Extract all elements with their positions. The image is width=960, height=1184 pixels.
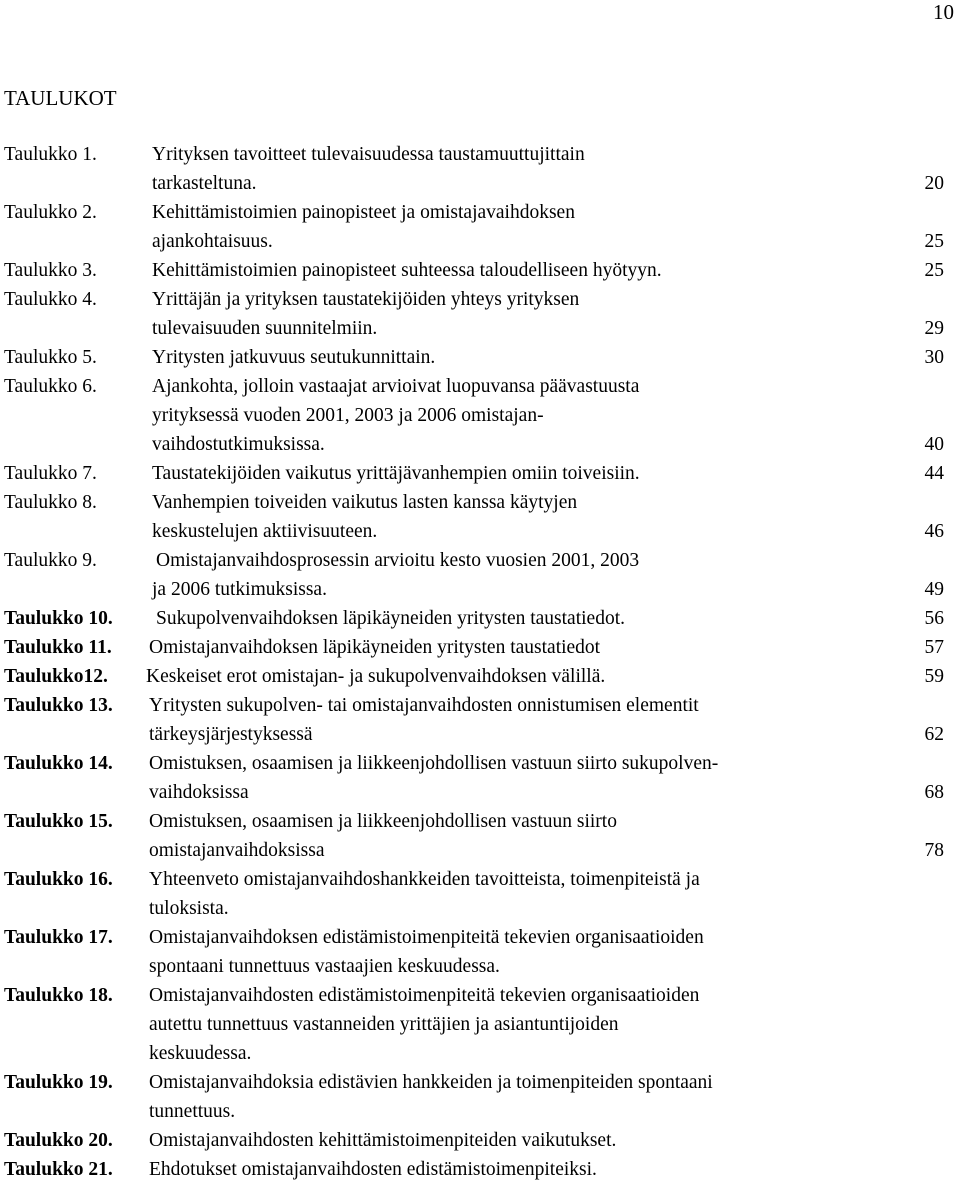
- list-item-continuation: [4, 778, 944, 807]
- table-title: Vanhempien toiveiden vaikutus lasten kanssa käytyjen: [152, 492, 578, 513]
- table-title: Taustatekijöiden vaikutus yrittäjävanhempien omiin toiveisiin.: [152, 463, 640, 484]
- page-ref: 56: [924, 608, 944, 629]
- table-title: Yhteenveto omistajanvaihdoshankkeiden tavoitteista, toimenpiteistä ja: [149, 869, 700, 890]
- list-item: [4, 140, 944, 169]
- list-item-continuation: [4, 314, 944, 343]
- list-item: [4, 343, 944, 372]
- table-label: Taulukko 15.: [4, 811, 113, 832]
- list-item: [4, 1068, 944, 1097]
- list-item-continuation: [4, 894, 944, 923]
- page-ref: 29: [924, 318, 944, 339]
- table-label: Taulukko12.: [4, 666, 108, 687]
- list-item-continuation: [4, 952, 944, 981]
- table-title: Omistajanvaihdosten edistämistoimenpiteitä tekevien organisaatioiden: [149, 985, 700, 1006]
- table-title: Yrityksen tavoitteet tulevaisuudessa taustamuuttujittain: [152, 144, 585, 165]
- list-item: [4, 488, 944, 517]
- table-label: Taulukko 16.: [4, 869, 113, 890]
- table-title: keskuudessa.: [149, 1043, 252, 1064]
- table-label: Taulukko 10.: [4, 608, 113, 629]
- table-label: Taulukko 5.: [4, 347, 97, 368]
- table-title: yrityksessä vuoden 2001, 2003 ja 2006 omistajan-: [152, 405, 544, 426]
- table-title: ajankohtaisuus.: [152, 231, 273, 252]
- table-title: keskustelujen aktiivisuuteen.: [152, 521, 378, 542]
- page-ref: 78: [924, 840, 944, 861]
- table-title: tuloksista.: [149, 898, 229, 919]
- list-item-continuation: [4, 720, 944, 749]
- list-item: [4, 865, 944, 894]
- page-title: TAULUKOT: [4, 86, 117, 110]
- table-title: Omistajanvaihdosprosessin arvioitu kesto vuosien 2001, 2003: [156, 550, 640, 571]
- table-title: vaihdostutkimuksissa.: [152, 434, 325, 455]
- page-ref: 46: [924, 521, 944, 542]
- list-item: [4, 546, 944, 575]
- table-title: Ehdotukset omistajanvaihdosten edistämistoimenpiteiksi.: [149, 1159, 597, 1180]
- list-item: [4, 459, 944, 488]
- list-item: [4, 198, 944, 227]
- page-ref: 40: [924, 434, 944, 455]
- table-title: Omistajanvaihdoksen läpikäyneiden yritysten taustatiedot: [149, 637, 601, 658]
- list-item: [4, 981, 944, 1010]
- page-ref: 59: [924, 666, 944, 687]
- table-title: spontaani tunnettuus vastaajien keskuudessa.: [149, 956, 500, 977]
- table-title: autettu tunnettuus vastanneiden yrittäjien ja asiantuntijoiden: [149, 1014, 619, 1035]
- table-label: Taulukko 7.: [4, 463, 97, 484]
- table-title: Sukupolvenvaihdoksen läpikäyneiden yritysten taustatiedot.: [156, 608, 625, 629]
- list-item-continuation: [4, 1097, 944, 1126]
- table-label: Taulukko 19.: [4, 1072, 113, 1093]
- list-item-continuation: [4, 517, 944, 546]
- table-title: tärkeysjärjestyksessä: [149, 724, 313, 745]
- table-title: Omistajanvaihdoksia edistävien hankkeiden ja toimenpiteiden spontaani: [149, 1072, 713, 1093]
- table-title: Omistuksen, osaamisen ja liikkeenjohdollisen vastuun siirto sukupolven-: [149, 753, 719, 774]
- table-title: Keskeiset erot omistajan- ja sukupolvenvaihdoksen välillä.: [146, 666, 606, 687]
- table-label: Taulukko 20.: [4, 1130, 113, 1151]
- list-item-continuation: [4, 836, 944, 865]
- list-item-continuation: [4, 575, 944, 604]
- table-label: Taulukko 13.: [4, 695, 113, 716]
- table-label: Taulukko 8.: [4, 492, 97, 513]
- list-item-continuation: [4, 227, 944, 256]
- list-item-continuation: [4, 169, 944, 198]
- list-item: [4, 633, 944, 662]
- table-label: Taulukko 18.: [4, 985, 113, 1006]
- list-item: [4, 923, 944, 952]
- page-ref: 30: [924, 347, 944, 368]
- table-title: ja 2006 tutkimuksissa.: [152, 579, 327, 600]
- table-label: Taulukko 4.: [4, 289, 97, 310]
- page-ref: 57: [924, 637, 944, 658]
- page-ref: 62: [924, 724, 944, 745]
- list-item: [4, 807, 944, 836]
- page-ref: 25: [924, 260, 944, 281]
- table-title: tunnettuus.: [149, 1101, 236, 1122]
- table-title: tarkasteltuna.: [152, 173, 257, 194]
- table-label: Taulukko 2.: [4, 202, 97, 223]
- table-title: Omistajanvaihdoksen edistämistoimenpiteitä tekevien organisaatioiden: [149, 927, 704, 948]
- list-item: [4, 691, 944, 720]
- table-title: Yritysten jatkuvuus seutukunnittain.: [152, 347, 436, 368]
- list-item: [4, 1126, 944, 1155]
- list-item: [4, 285, 944, 314]
- table-label: Taulukko 21.: [4, 1159, 113, 1180]
- page-ref: 20: [924, 173, 944, 194]
- table-label: Taulukko 11.: [4, 637, 112, 658]
- list-item-continuation: [4, 1039, 944, 1068]
- table-title: Yritysten sukupolven- tai omistajanvaihdosten onnistumisen elementit: [149, 695, 699, 716]
- page-ref: 25: [924, 231, 944, 252]
- list-item: [4, 662, 944, 691]
- page-number: 10: [933, 0, 954, 24]
- table-title: tulevaisuuden suunnitelmiin.: [152, 318, 378, 339]
- list-item: [4, 604, 944, 633]
- table-label: Taulukko 14.: [4, 753, 113, 774]
- page-ref: 49: [924, 579, 944, 600]
- list-item: [4, 749, 944, 778]
- table-list: [4, 140, 944, 1184]
- list-item-continuation: [4, 430, 944, 459]
- page-ref: 68: [924, 782, 944, 803]
- table-title: Yrittäjän ja yrityksen taustatekijöiden yhteys yrityksen: [152, 289, 580, 310]
- list-item-continuation: [4, 1010, 944, 1039]
- table-title: Omistuksen, osaamisen ja liikkeenjohdollisen vastuun siirto: [149, 811, 617, 832]
- table-label: Taulukko 6.: [4, 376, 97, 397]
- list-item: [4, 256, 944, 285]
- table-label: Taulukko 3.: [4, 260, 97, 281]
- table-label: Taulukko 9.: [4, 550, 97, 571]
- table-label: Taulukko 1.: [4, 144, 97, 165]
- table-title: Kehittämistoimien painopisteet ja omistajavaihdoksen: [152, 202, 575, 223]
- table-label: Taulukko 17.: [4, 927, 113, 948]
- table-title: Ajankohta, jolloin vastaajat arvioivat luopuvansa päävastuusta: [152, 376, 640, 397]
- table-title: Omistajanvaihdosten kehittämistoimenpiteiden vaikutukset.: [149, 1130, 617, 1151]
- list-item: [4, 1155, 944, 1184]
- table-title: vaihdoksissa: [149, 782, 249, 803]
- page-ref: 44: [924, 463, 944, 484]
- list-item-continuation: [4, 401, 944, 430]
- table-title: Kehittämistoimien painopisteet suhteessa taloudelliseen hyötyyn.: [152, 260, 662, 281]
- list-item: [4, 372, 944, 401]
- table-title: omistajanvaihdoksissa: [149, 840, 325, 861]
